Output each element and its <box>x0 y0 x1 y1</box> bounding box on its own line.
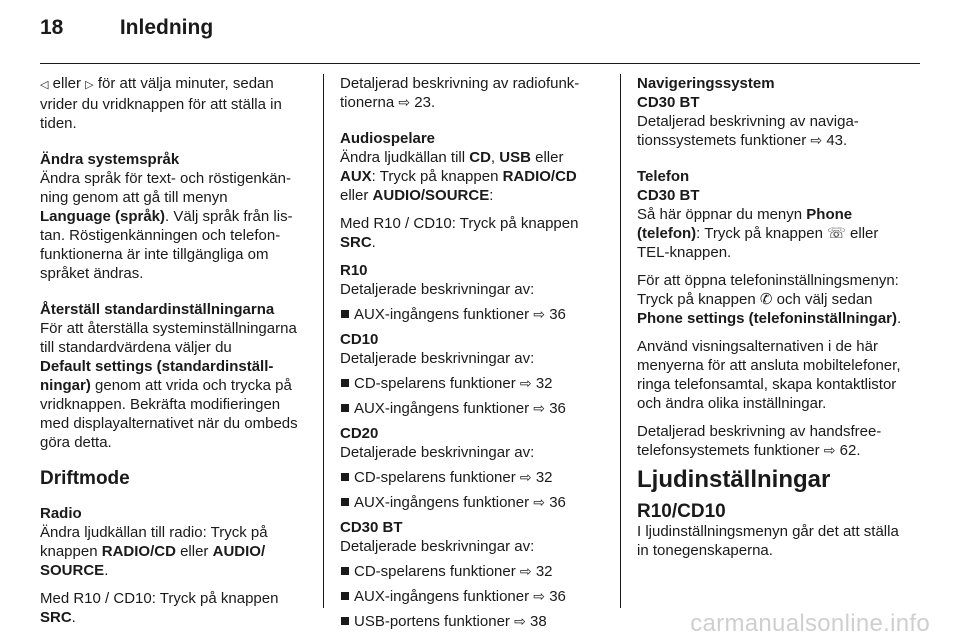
bullet-square-icon <box>341 379 349 387</box>
text: I ljudinställningsmenyn går det att ställa in tonegenskaperna. <box>637 523 899 559</box>
header-rule <box>40 63 920 64</box>
arrow-right-icon: ⇨ <box>398 94 411 110</box>
text: Med R10 / CD10: Tryck på knappen <box>340 215 579 232</box>
text: genom att vrida och trycka på vridknappen. Bekräfta modifieringen med displayalternativet när du ombeds göra detta. <box>40 377 298 451</box>
item-label: CD-spelarens funktioner <box>354 375 516 392</box>
text: . <box>856 442 861 459</box>
text: Använd visningsalternativen i de här menyerna för att ansluta mobiltelefoner, ringa telefonsamtal, skapa kontaktlistor och ändra olika inställningar. <box>637 338 901 412</box>
model-heading: CD30 BT <box>340 519 403 536</box>
audio-src-paragraph <box>340 214 602 252</box>
telephone-settings-paragraph <box>637 271 912 328</box>
bullet-square-icon <box>341 404 349 412</box>
text: . Välj språk från listan. Röstigenkänningen och telefonfunktionerna är inte tillgängliga om språket ändras. <box>40 208 293 282</box>
page-reference[interactable]: 32 <box>535 469 553 486</box>
model-heading: CD30 BT <box>637 187 700 204</box>
sound-model-heading: R10/CD10 <box>637 501 726 522</box>
button-name: SRC <box>340 234 372 251</box>
radio-section <box>40 504 310 580</box>
text: för att välja minuter, sedan vrider du vridknappen för att ställa in tiden. <box>40 75 282 132</box>
text: Med R10 / CD10: Tryck på knappen <box>40 590 279 607</box>
page-reference[interactable]: 23 <box>414 94 431 111</box>
bullet-square-icon <box>341 310 349 318</box>
telephone-options-paragraph <box>637 337 912 413</box>
column-divider-2 <box>620 74 621 608</box>
text: Ändra ljudkällan till radio: Tryck på knappen <box>40 524 268 560</box>
text: eller <box>340 187 369 204</box>
bullet-square-icon <box>341 567 349 575</box>
model-group-cd20 <box>340 424 602 512</box>
item-label: AUX-ingångens funktioner <box>354 494 530 511</box>
text: För att återställa systeminställningarna till standardvärdena väljer du <box>40 320 297 356</box>
list-item <box>340 374 602 393</box>
section-heading: Audiospelare <box>340 130 436 147</box>
button-name: RADIO/CD <box>101 543 176 560</box>
column-2 <box>340 74 602 637</box>
list-item <box>340 612 602 631</box>
section-heading: Telefon <box>637 168 690 185</box>
model-heading: R10 <box>340 262 368 279</box>
bullet-square-icon <box>341 498 349 506</box>
section-heading: Navigeringssystem <box>637 75 775 92</box>
model-group-cd30bt <box>340 518 602 631</box>
page-reference[interactable]: 36 <box>549 400 566 417</box>
arrow-right-icon: ⇨ <box>519 469 532 485</box>
text: Detaljerade beskrivningar av: <box>340 281 535 298</box>
page-title: Inledning <box>119 16 214 39</box>
arrow-right-icon: ⇨ <box>533 494 546 510</box>
telephone-section <box>637 167 912 262</box>
model-heading: CD20 <box>340 425 379 442</box>
button-name: RADIO/CD <box>502 168 577 185</box>
text: Ändra språk för text- och röstigenkänning genom att gå till menyn <box>40 170 291 206</box>
driftmode-heading: Driftmode <box>40 468 130 489</box>
watermark: carmanualsonline.info <box>690 610 930 637</box>
arrow-right-icon: ⇨ <box>533 588 546 604</box>
text: Detaljerad beskrivning av radiofunktionerna <box>340 75 580 111</box>
sound-settings-heading: Ljudinställningar <box>637 466 831 493</box>
list-item <box>340 493 602 512</box>
page-number: 18 <box>40 16 64 39</box>
triangle-right-icon: ▷ <box>85 79 94 91</box>
radio-src-paragraph <box>40 589 310 627</box>
reset-section <box>40 300 310 452</box>
arrow-right-icon: ⇨ <box>810 132 823 148</box>
text: , <box>490 149 496 166</box>
handsfree-paragraph <box>637 422 912 460</box>
model-heading: CD10 <box>340 331 379 348</box>
page-reference[interactable]: 38 <box>530 613 547 630</box>
item-label: CD-spelarens funktioner <box>354 469 516 486</box>
text: eller <box>180 543 209 560</box>
text: eller <box>52 75 81 92</box>
text: eller <box>535 149 564 166</box>
page-reference[interactable]: 36 <box>549 494 566 511</box>
item-label: AUX-ingångens funktioner <box>354 588 530 605</box>
text: . <box>843 132 848 149</box>
arrow-right-icon: ⇨ <box>823 442 836 458</box>
list-item <box>340 562 602 581</box>
item-label: USB-portens funktioner <box>354 613 510 630</box>
audio-section <box>340 129 602 205</box>
item-label: CD-spelarens funktioner <box>354 563 516 580</box>
model-heading: CD30 BT <box>637 94 700 111</box>
column-1 <box>40 74 310 636</box>
text: Så här öppnar du menyn <box>637 206 803 223</box>
text: . <box>71 609 76 626</box>
subsection-heading: Radio <box>40 505 82 522</box>
bullet-square-icon <box>341 473 349 481</box>
text: eller TEL-knappen. <box>637 225 879 261</box>
bullet-square-icon <box>341 592 349 600</box>
menu-name: Default settings (standardinställningar) <box>40 358 274 394</box>
button-name: SRC <box>40 609 72 626</box>
text: Detaljerade beskrivningar av: <box>340 538 535 555</box>
minutes-paragraph <box>40 74 310 133</box>
menu-name: Language (språk) <box>40 208 166 225</box>
arrow-right-icon: ⇨ <box>533 400 546 416</box>
text: Detaljerade beskrivningar av: <box>340 350 535 367</box>
text: : Tryck på knappen <box>371 168 499 185</box>
list-item <box>340 305 602 324</box>
page-reference[interactable]: 36 <box>549 588 566 605</box>
page-reference[interactable]: 32 <box>535 563 553 580</box>
text: . <box>371 234 376 251</box>
phone-settings-key-icon: ✆ <box>759 291 773 308</box>
navigation-section <box>637 74 912 150</box>
text: och välj sedan <box>776 291 873 308</box>
model-group-r10 <box>340 261 602 324</box>
bullet-square-icon <box>341 617 349 625</box>
column-divider-1 <box>323 74 324 608</box>
text: : Tryck på knappen <box>696 225 823 242</box>
text: . <box>104 562 109 579</box>
arrow-right-icon: ⇨ <box>533 306 546 322</box>
source-name: USB <box>499 149 531 166</box>
source-name: CD <box>469 149 491 166</box>
item-label: AUX-ingångens funktioner <box>354 400 530 417</box>
source-name: AUX <box>340 168 372 185</box>
text: . <box>897 310 902 327</box>
page-reference[interactable]: 36 <box>549 306 566 323</box>
radio-description-paragraph <box>340 74 602 112</box>
text: : <box>489 187 494 204</box>
arrow-right-icon: ⇨ <box>519 375 532 391</box>
triangle-left-icon: ◁ <box>40 79 49 91</box>
text: . <box>430 94 436 111</box>
page-reference[interactable]: 32 <box>535 375 553 392</box>
button-name: AUDIO/ SOURCE <box>40 543 266 579</box>
column-3 <box>637 74 912 569</box>
list-item <box>340 587 602 606</box>
page-reference[interactable]: 43 <box>826 132 844 149</box>
menu-name: Phone settings (telefoninställningar) <box>637 310 898 327</box>
text: Detaljerad beskrivning av navigationssystemets funktioner <box>637 113 859 149</box>
page-header <box>40 16 213 40</box>
button-name: AUDIO/SOURCE <box>372 187 490 204</box>
item-label: AUX-ingångens funktioner <box>354 306 530 323</box>
text: Ändra ljudkällan till <box>340 149 466 166</box>
sound-paragraph <box>637 522 912 560</box>
section-heading: Återställ standardinställningarna <box>40 301 275 318</box>
arrow-right-icon: ⇨ <box>514 613 526 629</box>
model-group-cd10 <box>340 330 602 418</box>
language-section <box>40 150 310 283</box>
page-reference[interactable]: 62 <box>839 442 857 459</box>
phone-key-icon: ☏ <box>827 225 846 242</box>
text: Detaljerad beskrivning av handsfree-telefonsystemets funktioner <box>637 423 882 459</box>
text: Detaljerade beskrivningar av: <box>340 444 535 461</box>
list-item <box>340 399 602 418</box>
section-heading: Ändra systemspråk <box>40 151 180 168</box>
list-item <box>340 468 602 487</box>
menu-name: Phone (telefon) <box>637 206 853 242</box>
arrow-right-icon: ⇨ <box>519 563 532 579</box>
text: För att öppna telefoninställningsmenyn: Tryck på knappen <box>637 272 899 308</box>
